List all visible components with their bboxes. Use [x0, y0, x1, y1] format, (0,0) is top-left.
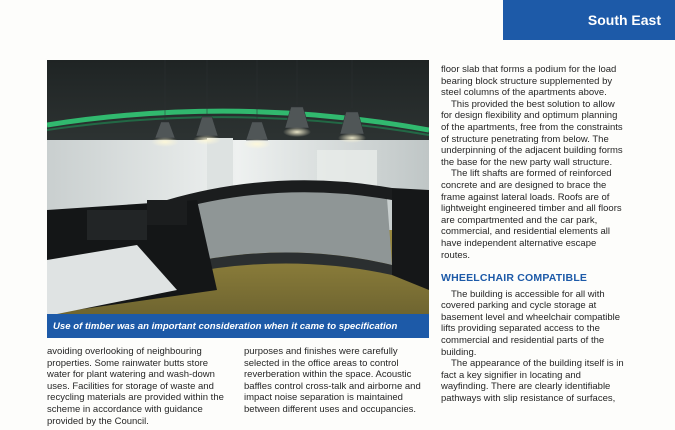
- figure-caption: [47, 314, 429, 338]
- column-left: [47, 346, 233, 427]
- paragraph: The building is accessible for all with covered parking and cycle storage at basement level and wheelchair compatible lifts providing separated access to the commercial and residential parts of the building.: [441, 288, 621, 358]
- section-subheading: WHEELCHAIR COMPATIBLE: [441, 272, 588, 285]
- column-right: [441, 64, 627, 405]
- paragraph: The appearance of the building itself is in fact a key signifier in locating and wayfinding. There are clearly identifiable pathways with slip resistance of surfaces,: [441, 358, 624, 405]
- region-tab: [503, 0, 675, 40]
- office-photo: [47, 60, 429, 314]
- region-label: South East: [587, 12, 661, 28]
- paragraph: purposes and finishes were carefully selected in the office areas to control reverberation within the space. Acoustic baffles control cross-talk and airborne and impact noise separation is maintained between different uses and occupancies.: [244, 346, 421, 415]
- paragraph: avoiding overlooking of neighbouring properties. Some rainwater butts store water for plant watering and wash-down uses. Facilities for storage of waste and recycling materials are provided within the scheme in accordance with guidance provided by the Council.: [47, 346, 224, 427]
- paragraph: The lift shafts are formed of reinforced concrete and are designed to brace the frame against lateral loads. Roofs are of lightweight engineered timber and all floors are compartmented and the car park, commercial, and residential elements all have independent alternative escape routes.: [441, 168, 622, 261]
- paragraph: floor slab that forms a podium for the load bearing block structure supplemented by steel columns of the apartments above.: [441, 64, 617, 99]
- column-middle: [244, 346, 430, 416]
- paragraph: This provided the best solution to allow for design flexibility and optimum planning of the apartments, free from the constraints of structure penetrating from below. The underpinning of the adjacent building forms the base for the new party wall structure.: [441, 98, 623, 168]
- figure-caption-text: Use of timber was an important consideration when it came to specification: [53, 320, 398, 332]
